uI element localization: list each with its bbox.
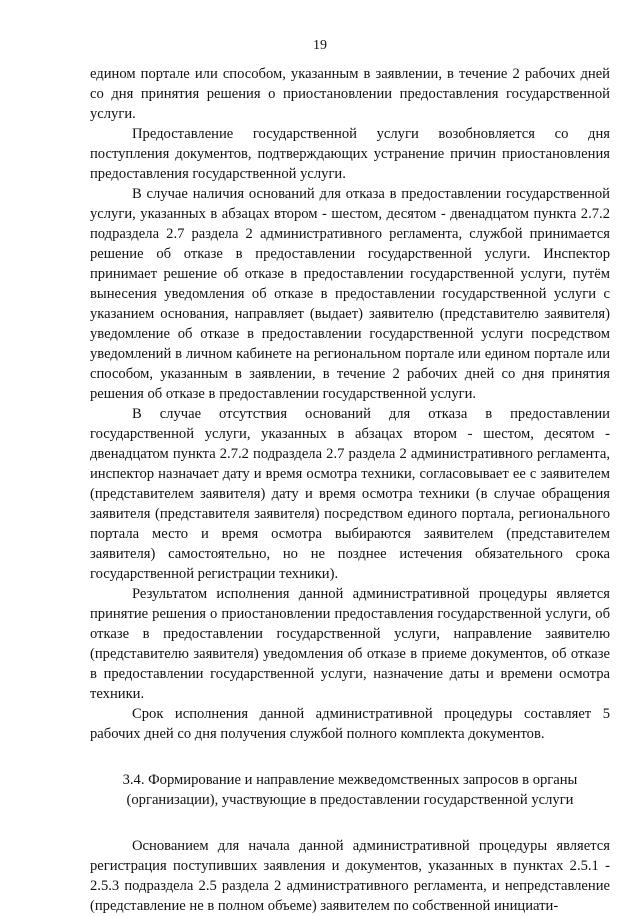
paragraph-resumption: Предоставление государственной услуги возобновляется со дня поступления документов, подтверждающих устранение причин приостановления предоставления государственной услуги. [90, 126, 610, 182]
paragraph-refusal: В случае наличия оснований для отказа в предоставлении государственной услуги, указанных в абзацах втором - шестом, десятом - двенадцатом пункта 2.7.2 подраздела 2.7 раздела 2 административного регламента, службой принимается решение об отказе в предоставлении государственной услуги. Инспектор принимает решение об отказе в предоставлении государственной услуги, путём вынесения уведомления об отказе в предоставлении государственной услуги с указанием основания, направляет (выдает) заявителю (представителю заявителя) уведомление об отказе в предоставлении государственной услуги посредством уведомлений в личном кабинете на региональном портале или едином портале или способом, указанным в заявлении, в течение 2 рабочих дней со дня принятия решения об отказе в предоставлении государственной услуги. [90, 186, 610, 402]
section-heading-line-2: (организации), участвующие в предоставлении государственной услуги [126, 792, 574, 808]
section-heading-line-1: 3.4. Формирование и направление межведомственных запросов в органы [122, 772, 578, 788]
paragraph-basis: Основанием для начала данной административной процедуры является регистрация поступивших заявления и документов, указанных в пунктах 2.5.1 - 2.5.3 подраздела 2.5 раздела 2 административного регламента, и непредставление (представление не в полном объеме) заявителем по собственной инициати- [90, 838, 610, 914]
paragraph-result: Результатом исполнения данной административной процедуры является принятие решения о приостановлении предоставления государственной услуги, об отказе в предоставлении государственной услуги, направление заявителю (представителю заявителя) уведомления об отказе в приеме документов, об отказе в предоставлении государственной услуги, назначение даты и времени осмотра техники. [90, 586, 610, 702]
page-number: 19 [313, 38, 327, 53]
document-body [90, 64, 610, 916]
section-heading [90, 770, 610, 810]
paragraph-inspection: В случае отсутствия оснований для отказа в предоставлении государственной услуги, указанных в абзацах втором - шестом, десятом - двенадцатом пункта 2.7.2 подраздела 2.7 раздела 2 административного регламента, инспектор назначает дату и время осмотра техники, согласовывает ее с заявителем (представителем заявителя) дату и время осмотра техники (в случае обращения заявителя (представителя заявителя) посредством единого портала, регионального портала место и время осмотра выбираются заявителем (представителем заявителя) самостоятельно, но не позднее истечения обязательного срока государственной регистрации техники). [90, 406, 610, 582]
paragraph-deadline: Срок исполнения данной административной процедуры составляет 5 рабочих дней со дня получения службой полного комплекта документов. [90, 706, 610, 742]
paragraph-continuation: едином портале или способом, указанным в заявлении, в течение 2 рабочих дней со дня принятия решения о приостановлении предоставления государственной услуги. [90, 66, 610, 122]
